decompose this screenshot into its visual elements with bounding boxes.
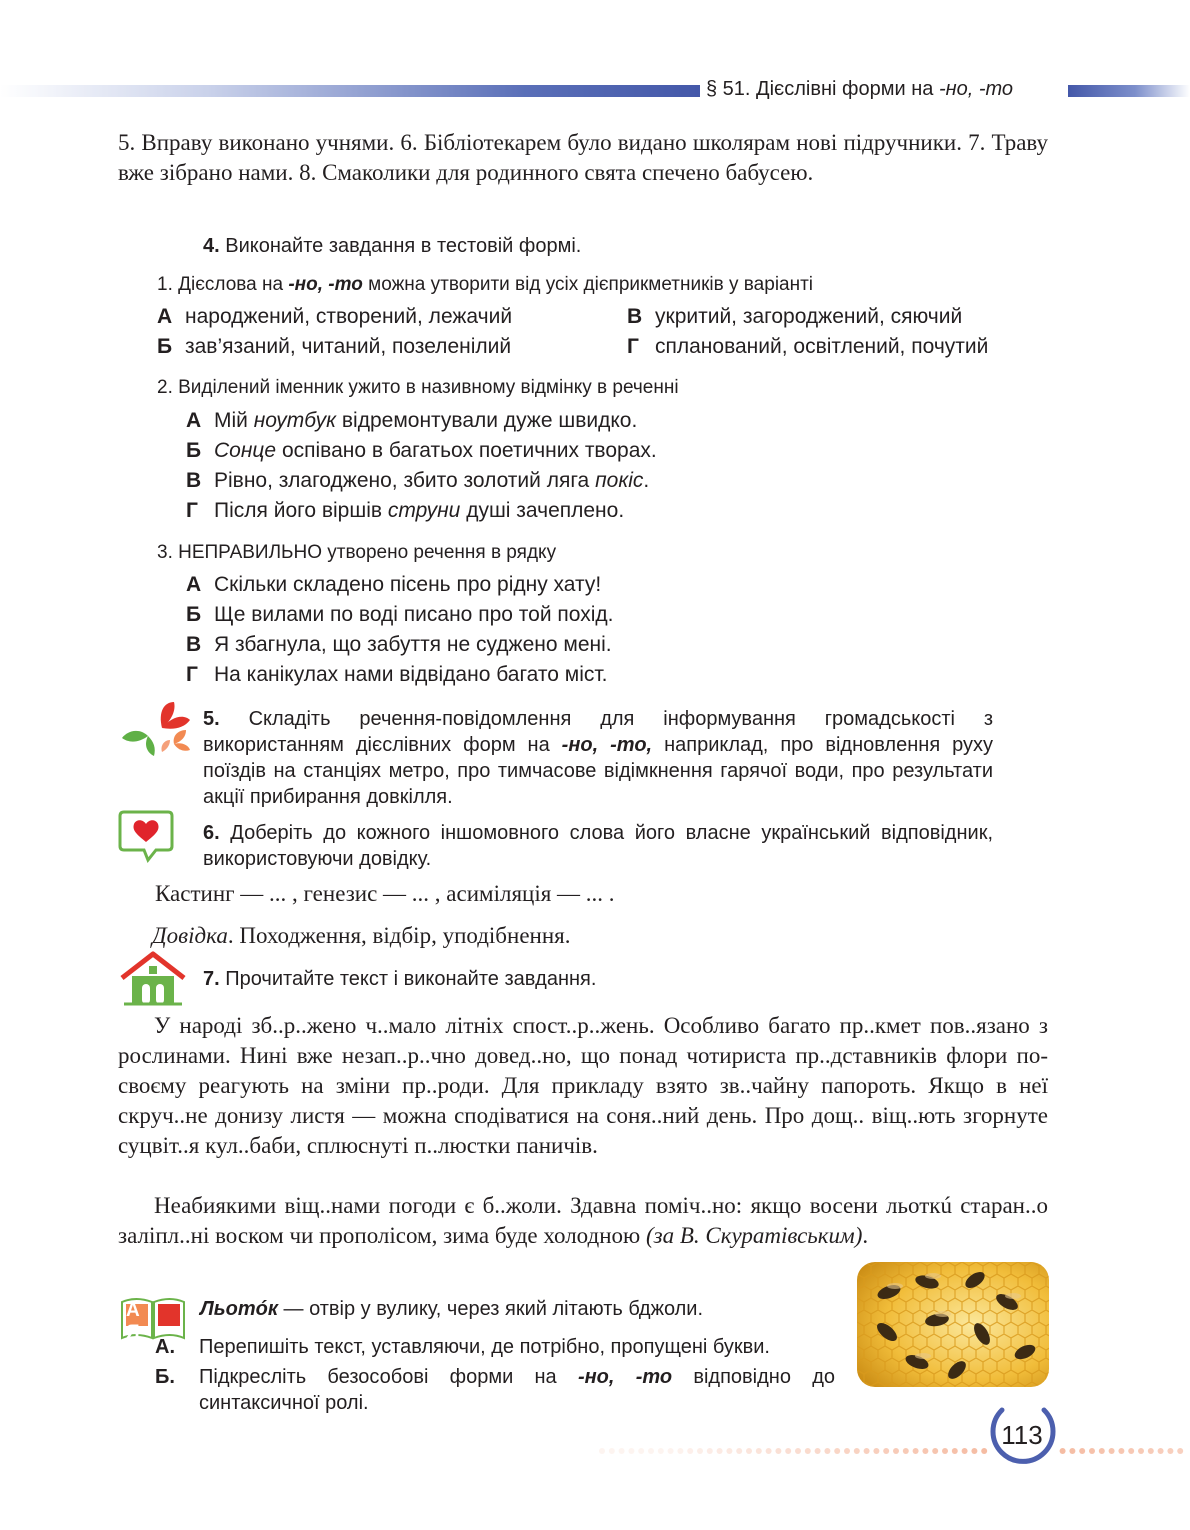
option-letter: Г	[186, 499, 198, 522]
task7-heading	[203, 966, 1003, 992]
q2-option-v	[186, 466, 649, 496]
reference-text: . Походження, відбір, уподібнення.	[227, 923, 571, 948]
footer-dot	[932, 1448, 938, 1454]
page-number: 113	[1001, 1420, 1043, 1450]
option-letter: В	[627, 305, 643, 328]
footer-dot	[746, 1448, 752, 1454]
task4-question1	[157, 273, 1057, 297]
highlighted-noun: ноутбук	[253, 409, 337, 432]
q1-option-g	[627, 332, 988, 362]
q2-option-a	[186, 406, 637, 436]
footer-dot	[981, 1448, 987, 1454]
footer-dot	[864, 1448, 870, 1454]
q1-text-post: можна утворити від усіх дієприкметників у варіанті	[368, 274, 814, 295]
footer-dot	[1177, 1448, 1183, 1454]
option-letter: В	[186, 469, 202, 492]
sub-letter: Б.	[155, 1366, 175, 1388]
q1-text-pre: 1. Дієслова на	[157, 274, 284, 295]
highlighted-noun: струни	[387, 499, 461, 522]
footer-dot	[1158, 1448, 1164, 1454]
footer-dot	[903, 1448, 909, 1454]
option-text: зав’язаний, читаний, позеленілий	[185, 335, 512, 358]
text-source: (за В. Скуратівським)	[645, 1223, 863, 1248]
footer-dot	[766, 1448, 772, 1454]
glossary	[200, 1296, 840, 1322]
task4-number: 4.	[203, 235, 220, 257]
option-text: На канікулах нами відвідано багато міст.	[214, 663, 608, 686]
option-text: Скільки складено пісень про рідну хату!	[214, 573, 602, 596]
footer-dot	[717, 1448, 723, 1454]
option-text: Після його віршів	[214, 499, 383, 522]
glossary-definition: — отвір у вулику, через який літають бджоли.	[283, 1298, 704, 1320]
footer-dot	[697, 1448, 703, 1454]
option-text: відремонтували дуже швидко.	[341, 409, 638, 432]
q1-option-b	[157, 332, 511, 362]
q3-option-b	[186, 600, 613, 630]
task5-highlight: -но, -то,	[561, 734, 653, 756]
footer-dot	[844, 1448, 850, 1454]
footer-dot	[687, 1448, 693, 1454]
option-text: народжений, створений, лежачий	[185, 305, 513, 328]
task6-reference	[152, 921, 570, 951]
option-letter: В	[186, 633, 202, 656]
option-text: Рівно, злагоджено, збито золотий ляга	[214, 469, 590, 492]
sub-text: Перепишіть текст, уставляючи, де потрібно, пропущені букви.	[199, 1336, 770, 1358]
footer-dot	[824, 1448, 830, 1454]
header-bar-left	[0, 85, 700, 97]
task7-sub-a	[155, 1334, 835, 1360]
footer-dot	[1060, 1448, 1066, 1454]
footer-dot	[726, 1448, 732, 1454]
house-icon	[118, 950, 188, 1006]
footer-dot	[1089, 1448, 1095, 1454]
sub-text-post: відповідно до синтаксичної ролі.	[199, 1366, 835, 1414]
sub-highlight: -но, -то	[577, 1366, 673, 1388]
glossary-word: Льотóк	[200, 1298, 278, 1320]
footer-dot	[677, 1448, 683, 1454]
task5-text-post: наприклад, про відновлення руху поїздів на станціях метро, про тимчасове відімкнення гарячої води, про результати акції прибирання довкілля.	[203, 734, 994, 808]
dictionary-icon-letters: А Я	[126, 1300, 154, 1343]
footer-dot	[893, 1448, 899, 1454]
option-text: Ще вилами по воді писано про той похід.	[214, 603, 614, 626]
task4-heading	[203, 233, 1003, 259]
q1-option-a	[157, 302, 512, 332]
footer-dot	[638, 1448, 644, 1454]
intro-paragraph: 5. Вправу виконано учнями. 6. Бібліотекарем було видано школярам нові підручники. 7. Траву вже зібрано нами. 8. Смаколики для родинного свята спечено бабусею.	[118, 130, 1048, 185]
task5	[203, 706, 993, 810]
footer-dot	[648, 1448, 654, 1454]
task7-sub-b	[155, 1364, 835, 1416]
task5-text-pre: Складіть речення-повідомлення для інформування громадськості з використанням дієслівних форм на	[203, 708, 994, 756]
q1-highlight: -но, -то	[288, 274, 363, 295]
reference-label: Довідка	[152, 923, 228, 948]
task6	[203, 820, 993, 872]
footer-dot	[1069, 1448, 1075, 1454]
option-letter: А	[186, 409, 202, 432]
footer-dot	[971, 1448, 977, 1454]
footer-dot	[707, 1448, 713, 1454]
footer-dot	[854, 1448, 860, 1454]
task6-words: Кастинг — ... , генезис — ... , асиміляція — ... .	[155, 881, 615, 906]
task7-number: 7.	[203, 968, 220, 990]
task6-text: Доберіть до кожного іншомовного слова його власне український відповідник, використовуючи довідку.	[203, 822, 994, 870]
text-source-end: .	[862, 1223, 869, 1248]
footer-dot	[609, 1448, 615, 1454]
sub-text-pre: Підкресліть безособові форми на	[199, 1366, 557, 1388]
footer-dot	[834, 1448, 840, 1454]
option-letter: Г	[627, 335, 639, 358]
option-text: душі зачеплено.	[466, 499, 625, 522]
footer-dot	[1128, 1448, 1134, 1454]
task7-paragraph2	[118, 1191, 1048, 1251]
task4-question3: 3. НЕПРАВИЛЬНО утворено речення в рядку	[157, 542, 557, 563]
option-letter: Б	[186, 439, 202, 462]
footer-dot	[883, 1448, 889, 1454]
task4-title: Виконайте завдання в тестовій формі.	[225, 235, 582, 257]
task7-title: Прочитайте текст і виконайте завдання.	[225, 968, 597, 990]
q2-option-g	[186, 496, 624, 526]
footer-dot	[1167, 1448, 1173, 1454]
footer-dot	[815, 1448, 821, 1454]
option-letter: Б	[186, 603, 202, 626]
q2-option-b	[186, 436, 657, 466]
header-bar-right	[1068, 85, 1190, 97]
footer-dot	[1079, 1448, 1085, 1454]
option-letter: А	[186, 573, 202, 596]
paragraph2-text: Неабиякими віщ..нами погоди є б..жоли. Здавна поміч..но: якщо восени льоткú старан..о заліпл..ні воском чи прополісом, зима буде холодною	[118, 1193, 1048, 1248]
footer-dot	[1148, 1448, 1154, 1454]
section-title-suffix: -но, -то	[938, 78, 1014, 100]
footer-dot	[952, 1448, 958, 1454]
footer-dot	[962, 1448, 968, 1454]
footer-dot	[1099, 1448, 1105, 1454]
footer-dot	[1138, 1448, 1144, 1454]
option-text: .	[643, 469, 650, 492]
footer-dot	[805, 1448, 811, 1454]
option-letter: Б	[157, 335, 173, 358]
footer-dot	[913, 1448, 919, 1454]
option-letter: А	[157, 305, 173, 328]
option-text: Мій	[214, 409, 248, 432]
option-text: спланований, освітлений, почутий	[655, 335, 989, 358]
footer-dot	[668, 1448, 674, 1454]
footer-dot	[775, 1448, 781, 1454]
heart-speech-bubble-icon	[118, 810, 174, 864]
footer-dot	[599, 1448, 605, 1454]
footer-dot	[785, 1448, 791, 1454]
task4-question2: 2. Виділений іменник ужито в називному відмінку в реченні	[157, 377, 679, 398]
footer-dot	[736, 1448, 742, 1454]
footer-dot	[1118, 1448, 1124, 1454]
q3-option-a	[186, 570, 601, 600]
highlighted-noun: Сонце	[214, 439, 277, 462]
task7-paragraph1: У народі зб..р..жено ч..мало літніх спост..р..жень. Особливо багато пр..кмет пов..язано з рослинами. Нині вже незап..р..чно довед..но, що понад чотириста пр..дставників флори по-своєму реагують на зміни пр..роди. Для прикладу взято зв..чайну папороть. Якщо в неї скруч..не донизу листя — можна сподіватися на соня..ний день. Про дощ.. віщ..ють згорнуте суцвіт..я кул..баби, сплюснуті п..люстки паничів.	[118, 1013, 1048, 1158]
highlighted-noun: покіс	[595, 469, 644, 492]
task5-number: 5.	[203, 708, 220, 730]
footer-dot	[658, 1448, 664, 1454]
option-text: Я збагнула, що забуття не суджено мені.	[214, 633, 612, 656]
footer-dot	[619, 1448, 625, 1454]
task6-number: 6.	[203, 822, 220, 844]
option-text: укритий, загороджений, сяючий	[655, 305, 963, 328]
footer-dot	[942, 1448, 948, 1454]
footer-dot	[795, 1448, 801, 1454]
footer-dot	[756, 1448, 762, 1454]
q3-option-g	[186, 660, 607, 690]
footer-dot	[922, 1448, 928, 1454]
footer-dot	[873, 1448, 879, 1454]
butterfly-icon	[118, 700, 198, 762]
q1-option-v	[627, 302, 962, 332]
option-letter: Г	[186, 663, 198, 686]
option-text: оспівано в багатьох поетичних творах.	[281, 439, 657, 462]
footer-dot	[1109, 1448, 1115, 1454]
footer-dots	[598, 1446, 1188, 1456]
footer-dot	[628, 1448, 634, 1454]
section-title-prefix: § 51. Дієслівні форми на	[706, 78, 934, 100]
section-title	[706, 78, 1013, 101]
q3-option-v	[186, 630, 612, 660]
honeycomb-bees-photo	[857, 1262, 1049, 1387]
sub-letter: А.	[155, 1336, 175, 1358]
